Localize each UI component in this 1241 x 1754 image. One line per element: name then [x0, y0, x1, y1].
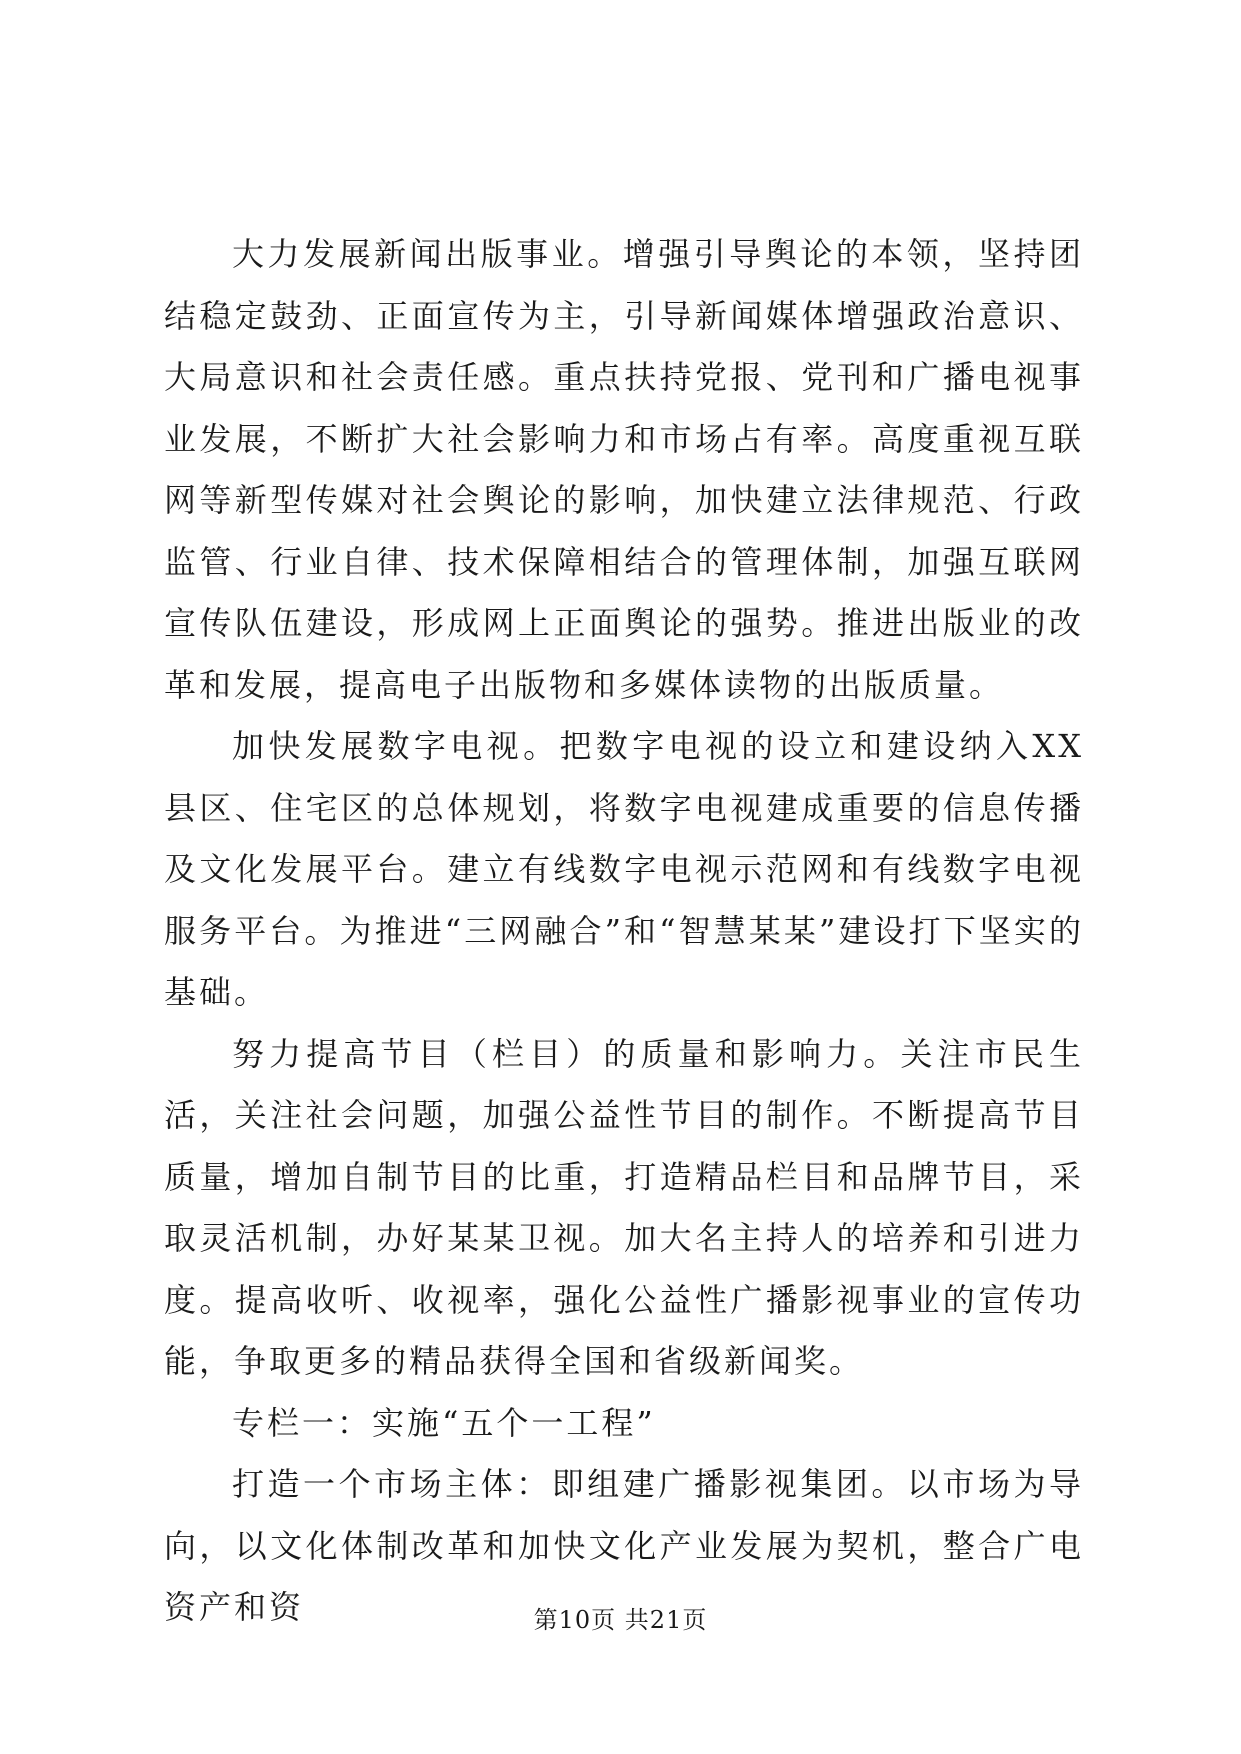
page-number-footer: 第10页 共21页: [533, 1606, 708, 1634]
document-body: [164, 224, 1084, 1639]
column-heading: 专栏一：实施“五个一工程”: [232, 1403, 656, 1442]
paragraph-market-entity: 打造一个市场主体：即组建广播影视集团。以市场为导向，以文化体制改革和加快文化产业发展为契机，整合广电资产和资: [164, 1465, 1084, 1626]
paragraph-digital-tv: 加快发展数字电视。把数字电视的设立和建设纳入XX县区、住宅区的总体规划，将数字电视建成重要的信息传播及文化发展平台。建立有线数字电视示范网和有线数字电视服务平台。为推进“三网融合”和“智慧某某”建设打下坚实的基础。: [164, 727, 1084, 1011]
paragraph-news-publishing: 大力发展新闻出版事业。增强引导舆论的本领，坚持团结稳定鼓劲、正面宣传为主，引导新闻媒体增强政治意识、大局意识和社会责任感。重点扶持党报、党刊和广播电视事业发展，不断扩大社会影响力和市场占有率。高度重视互联网等新型传媒对社会舆论的影响，加快建立法律规范、行政监管、行业自律、技术保障相结合的管理体制，加强互联网宣传队伍建设，形成网上正面舆论的强势。推进出版业的改革和发展，提高电子出版物和多媒体读物的出版质量。: [164, 235, 1084, 704]
paragraph-program-quality: 努力提高节目（栏目）的质量和影响力。关注市民生活，关注社会问题，加强公益性节目的制作。不断提高节目质量，增加自制节目的比重，打造精品栏目和品牌节目，采取灵活机制，办好某某卫视。加大名主持人的培养和引进力度。提高收听、收视率，强化公益性广播影视事业的宣传功能，争取更多的精品获得全国和省级新闻奖。: [164, 1034, 1084, 1380]
